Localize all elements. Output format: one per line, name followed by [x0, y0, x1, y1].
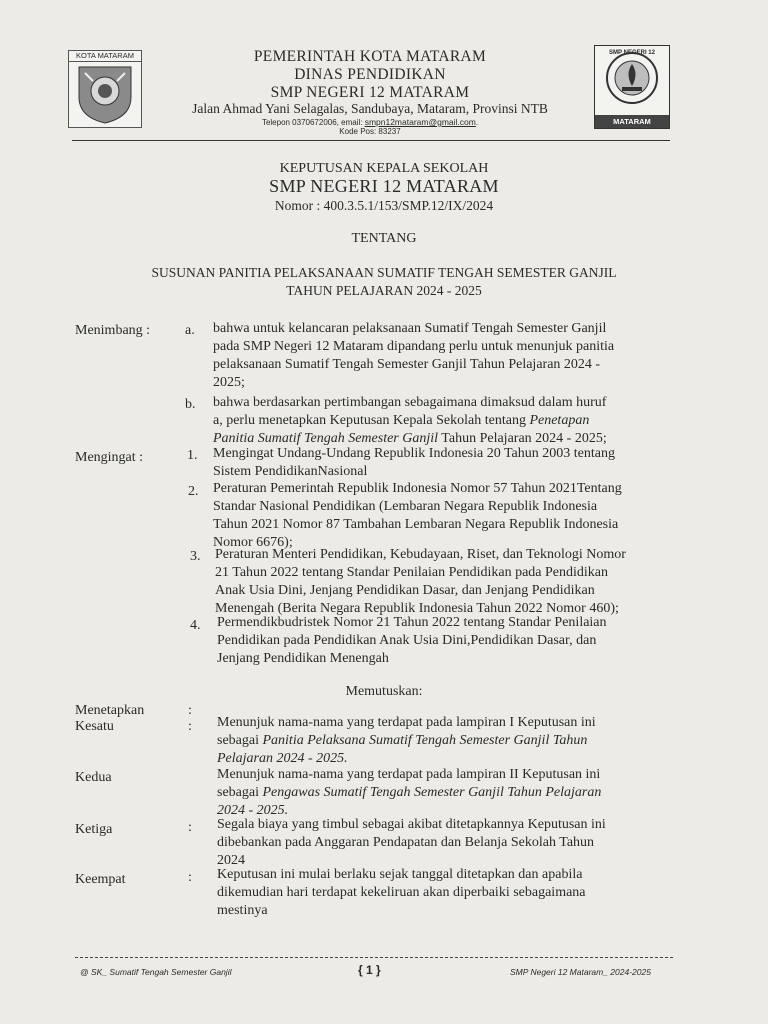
mengingat-item — [213, 480, 673, 552]
text-line: Anak Usia Dini, Jenjang Pendidikan Dasar, dan Jenjang Pendidikan — [215, 583, 595, 598]
footer-school-year: SMP Negeri 12 Mataram_ 2024-2025 — [510, 967, 651, 977]
decision-heading: KEPUTUSAN KEPALA SEKOLAH — [279, 161, 489, 176]
footer-divider — [75, 957, 673, 958]
text-line: Jenjang Pendidikan Menengah — [217, 651, 389, 666]
kota-mataram-logo — [68, 50, 142, 128]
text-line — [217, 784, 677, 802]
kesatu-text — [217, 714, 677, 768]
text-line: Tahun 2021 Nomor 87 Tambahan Lembaran Negara Republik Indonesia — [213, 517, 619, 532]
school-logo-ring-text: SMP NEGERI 12 — [609, 50, 655, 56]
text-run-italic: Panitia Sumatif Tengah Semester Ganjil — [213, 431, 439, 446]
mengingat-item — [215, 546, 675, 618]
text-run: a, perlu menetapkan Keputusan Kepala Sekolah tentang — [213, 413, 530, 428]
subject-line: TAHUN PELAJARAN 2024 - 2025 — [286, 283, 482, 298]
kedua-label: Kedua — [75, 770, 112, 785]
text-line: Sistem PendidikanNasional — [213, 464, 368, 479]
email-link[interactable]: smpn12mataram@gmail.com — [364, 117, 476, 127]
text-line: Menunjuk nama-nama yang terdapat pada lampiran I Keputusan ini — [217, 715, 596, 730]
item-marker: 4. — [190, 618, 201, 633]
text-line: Pendidikan pada Pendidikan Anak Usia Dini,Pendidikan Dasar, dan — [217, 633, 597, 648]
government-name: PEMERINTAH KOTA MATARAM — [253, 48, 487, 65]
text-run-italic: Panitia Pelaksana Sumatif Tengah Semester Ganjil Tahun — [262, 733, 588, 748]
text-line: Mengingat Undang-Undang Republik Indonesia 20 Tahun 2003 tentang — [213, 446, 615, 461]
school-emblem-icon — [595, 46, 669, 114]
text-line: Keputusan ini mulai berlaku sejak tanggal ditetapkan dan apabila — [217, 867, 583, 882]
text-line: Menunjuk nama-nama yang terdapat pada lampiran II Keputusan ini — [217, 767, 601, 782]
text-run-italic: Pelajaran 2024 - 2025. — [217, 751, 348, 766]
menetapkan-label: Menetapkan — [75, 703, 145, 718]
menimbang-label: Menimbang : — [75, 323, 151, 338]
colon: : — [188, 719, 192, 734]
page-number: { 1 } — [358, 963, 381, 977]
school-name: SMP NEGERI 12 MATARAM — [270, 84, 470, 101]
colon: : — [188, 703, 192, 718]
text-line: Permendikbudristek Nomor 21 Tahun 2022 tentang Standar Penilaian — [217, 615, 607, 630]
mengingat-label: Mengingat : — [75, 450, 144, 465]
text-line: dibebankan pada Anggaran Pendapatan dan Belanja Sekolah Tahun — [217, 835, 595, 850]
ketiga-text — [217, 816, 677, 870]
logo-caption: MATARAM — [595, 115, 669, 128]
department-name: DINAS PENDIDIKAN — [294, 66, 446, 83]
text-line — [217, 732, 677, 750]
footer-doc-ref: @ SK_ Sumatif Tengah Semester Ganjil — [80, 967, 232, 977]
item-marker: b. — [185, 397, 196, 412]
letterhead-divider — [72, 140, 670, 141]
text-line: bahwa untuk kelancaran pelaksanaan Sumatif Tengah Semester Ganjil — [213, 321, 607, 336]
city-emblem-icon — [69, 61, 141, 127]
item-marker: 1. — [187, 448, 198, 463]
school-logo — [594, 45, 670, 129]
text-line: 21 Tahun 2022 tentang Standar Penilaian Pendidikan pada Pendidikan — [215, 565, 609, 580]
text-run: sebagai — [217, 785, 263, 800]
colon: : — [188, 870, 192, 885]
ketiga-label: Ketiga — [75, 822, 113, 837]
item-marker: 3. — [190, 549, 201, 564]
subject-title — [0, 264, 768, 300]
menimbang-a — [213, 320, 673, 392]
subject-line: SUSUNAN PANITIA PELAKSANAAN SUMATIF TENGAH SEMESTER GANJIL — [151, 265, 617, 280]
text-run: sebagai — [217, 733, 263, 748]
mengingat-item — [217, 614, 677, 668]
text-line: Peraturan Pemerintah Republik Indonesia Nomor 57 Tahun 2021Tentang — [213, 481, 622, 496]
kesatu-label: Kesatu — [75, 719, 114, 734]
text-line: mestinya — [217, 903, 268, 918]
kedua-text — [217, 766, 677, 820]
keempat-text — [217, 866, 677, 920]
text-line: Segala biaya yang timbul sebagai akibat ditetapkannya Keputusan ini — [217, 817, 606, 832]
colon: : — [188, 820, 192, 835]
decision-number: Nomor : 400.3.5.1/153/SMP.12/IX/2024 — [274, 198, 494, 213]
text-line — [213, 412, 673, 430]
text-line: 2024 — [217, 853, 245, 868]
decision-school: SMP NEGERI 12 MATARAM — [269, 176, 499, 196]
text-line: pelaksanaan Sumatif Tengah Semester Ganjil Tahun Pelajaran 2024 - — [213, 357, 601, 372]
text-run-italic: Pengawas Sumatif Tengah Semester Ganjil Tahun Pelajaran — [262, 785, 602, 800]
text-run-italic: 2024 - 2025. — [217, 803, 289, 818]
text-run-italic: Penetapan — [529, 413, 590, 428]
contact-line — [160, 117, 580, 127]
postal-code: Kode Pos: 83237 — [339, 127, 401, 136]
email-suffix: . — [475, 118, 479, 127]
text-line: bahwa berdasarkan pertimbangan sebagaimana dimaksud dalam huruf — [213, 395, 607, 410]
text-line: pada SMP Negeri 12 Mataram dipandang perlu untuk menunjuk panitia — [213, 339, 615, 354]
about-heading: TENTANG — [351, 231, 417, 246]
letterhead — [160, 48, 580, 102]
memutuskan-heading: Memutuskan: — [345, 684, 423, 699]
keempat-label: Keempat — [75, 872, 126, 887]
logo-caption: KOTA MATARAM — [69, 51, 141, 62]
text-line: Menengah (Berita Negara Republik Indonesia Tahun 2022 Nomor 460); — [215, 601, 619, 616]
item-marker: a. — [185, 323, 195, 338]
text-line: 2025; — [213, 375, 245, 390]
menimbang-b — [213, 394, 673, 448]
text-line: Nomor 6676); — [213, 535, 293, 550]
item-marker: 2. — [188, 484, 199, 499]
text-run: Tahun Pelajaran 2024 - 2025; — [438, 431, 607, 446]
mengingat-item — [213, 445, 673, 481]
text-line: Peraturan Menteri Pendidikan, Kebudayaan, Riset, dan Teknologi Nomor — [215, 547, 626, 562]
text-line: Standar Nasional Pendidikan (Lembaran Negara Republik Indonesia — [213, 499, 598, 514]
phone: Telepon 0370672006, email: — [261, 118, 365, 127]
text-line: dikemudian hari terdapat kekeliruan akan diperbaiki sebagaimana — [217, 885, 586, 900]
address: Jalan Ahmad Yani Selagalas, Sandubaya, Mataram, Provinsi NTB — [192, 101, 548, 116]
